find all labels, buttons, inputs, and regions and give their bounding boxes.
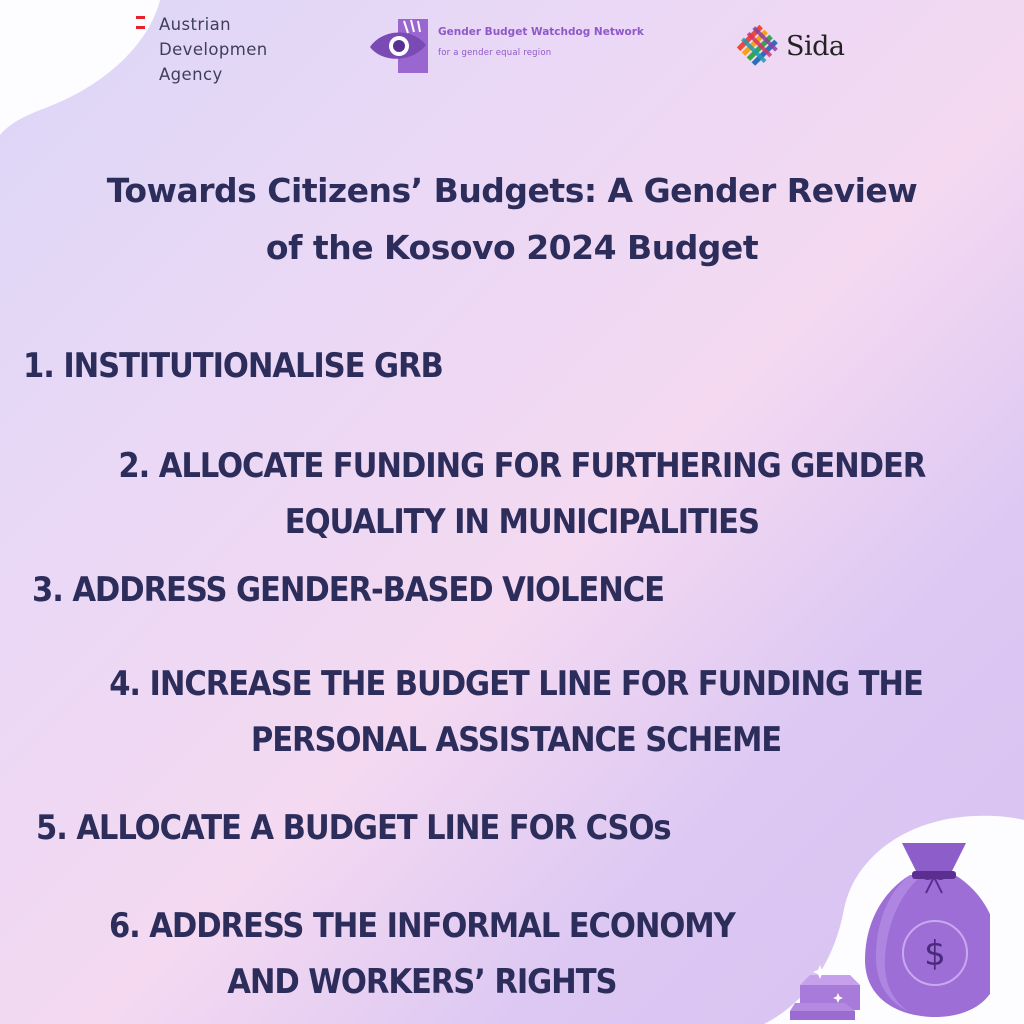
recommendation-line: 5. ALLOCATE A BUDGET LINE FOR CSOs xyxy=(36,808,671,848)
gbwn-logo xyxy=(368,17,644,75)
title-line: of the Kosovo 2024 Budget xyxy=(265,228,759,267)
recommendation-line: 4. INCREASE THE BUDGET LINE FOR FUNDING THE xyxy=(109,664,923,704)
ada-line: Austrian xyxy=(159,15,231,34)
recommendation-line: 3. ADDRESS GENDER-BASED VIOLENCE xyxy=(32,570,664,610)
sida-wordmark: Sida xyxy=(786,30,845,62)
page-title xyxy=(0,162,1024,276)
recommendation-2 xyxy=(30,438,1014,550)
recommendation-line: AND WORKERS’ RIGHTS xyxy=(227,962,617,1002)
recommendation-line: PERSONAL ASSISTANCE SCHEME xyxy=(250,720,782,760)
eye-icon xyxy=(368,17,430,75)
ada-logo-text xyxy=(159,12,268,87)
ada-line: Developmen xyxy=(159,40,268,59)
sida-logo xyxy=(736,24,845,68)
recommendation-6 xyxy=(38,898,806,1010)
ada-line: Agency xyxy=(159,65,223,84)
money-bag-icon xyxy=(790,835,990,1020)
austrian-development-agency-logo xyxy=(136,12,268,87)
recommendation-line: 6. ADDRESS THE INFORMAL ECONOMY xyxy=(108,906,735,946)
title-line: Towards Citizens’ Budgets: A Gender Review xyxy=(106,171,918,210)
recommendation-4 xyxy=(30,656,1002,768)
recommendation-5 xyxy=(36,808,671,848)
recommendation-line: EQUALITY IN MUNICIPALITIES xyxy=(284,502,759,542)
dollar-symbol: $ xyxy=(924,934,946,974)
sida-weave-icon xyxy=(736,24,780,68)
gold-bars-icon xyxy=(790,965,860,1020)
gbwn-subtitle: for a gender equal region xyxy=(438,48,552,58)
recommendation-line: 2. ALLOCATE FUNDING FOR FURTHERING GENDER xyxy=(118,446,926,486)
recommendation-3 xyxy=(32,570,664,610)
recommendation-line: 1. INSTITUTIONALISE GRB xyxy=(23,346,443,386)
gbwn-title: Gender Budget Watchdog Network xyxy=(438,26,644,38)
recommendation-1 xyxy=(23,346,443,386)
austria-flag-icon xyxy=(136,16,145,87)
